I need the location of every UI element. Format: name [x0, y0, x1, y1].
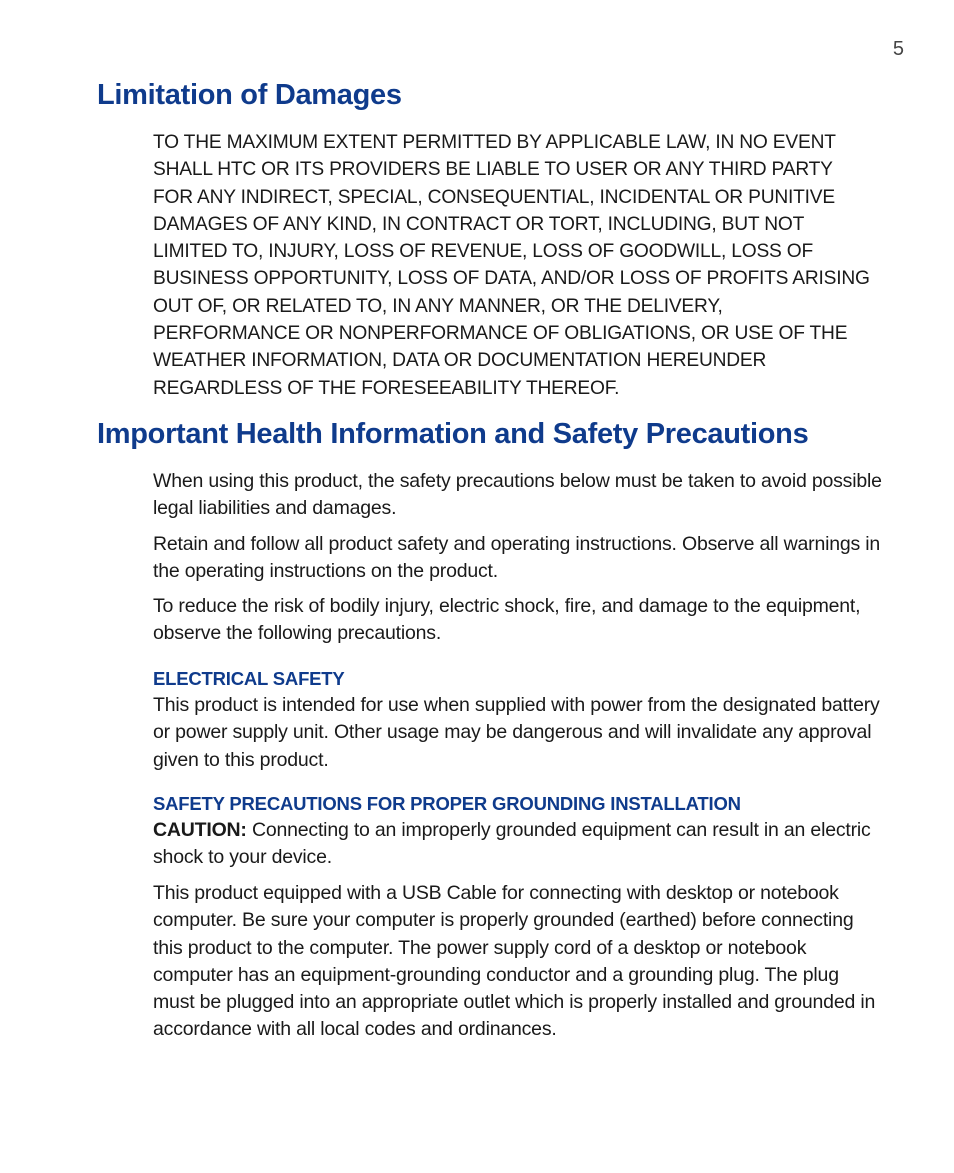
page-number: 5	[892, 38, 904, 60]
grounding-heading: SAFETY PRECAUTIONS FOR PROPER GROUNDING INSTALLATION	[153, 793, 741, 814]
usb-grounding-paragraph	[153, 880, 883, 1044]
electrical-safety-section	[153, 665, 883, 774]
caution-text: Connecting to an improperly grounded equipment can result in an electric shock to your device.	[153, 819, 871, 869]
paragraph-text: To reduce the risk of bodily injury, electric shock, fire, and damage to the equipment, observe the following precautions.	[153, 595, 861, 645]
caution-paragraph	[153, 817, 883, 872]
electrical-safety-text: This product is intended for use when supplied with power from the designated battery or power supply unit. Other usage may be dangerous and will invalidate any approval given to this product.	[153, 694, 880, 771]
health-intro-paragraph-1	[153, 468, 883, 523]
paragraph-text: Retain and follow all product safety and operating instructions. Observe all warnings in the operating instructions on the product.	[153, 533, 881, 583]
limitation-of-damages-heading: Limitation of Damages	[97, 79, 402, 111]
health-safety-heading: Important Health Information and Safety Precautions	[97, 418, 809, 450]
paragraph-text: This product equipped with a USB Cable for connecting with desktop or notebook computer. Be sure your computer is properly grounded (earthed) before connecting this product to the computer. The power supply cord of a desktop or notebook computer has an equipment-grounding conductor and a grounding plug. The plug must be plugged into an appropriate outlet which is properly installed and grounded in accordance with all local codes and ordinances.	[153, 882, 876, 1041]
health-intro-paragraph-3	[153, 593, 883, 648]
limitation-paragraph: TO THE MAXIMUM EXTENT PERMITTED BY APPLICABLE LAW, IN NO EVENT SHALL HTC OR ITS PROVIDERS BE LIABLE TO USER OR ANY THIRD PARTY FOR ANY INDIRECT, SPECIAL, CONSEQUENTIAL, INCIDENTAL OR PUNITIVE DAMAGES OF ANY KIND, IN CONTRACT OR TORT, INCLUDING, BUT NOT LIMITED TO, INJURY, LOSS OF REVENUE, LOSS OF GOODWILL, LOSS OF BUSINESS OPPORTUNITY, LOSS OF DATA, AND/OR LOSS OF PROFITS ARISING OUT OF, OR RELATED TO, IN ANY MANNER, OR THE DELIVERY, PERFORMANCE OR NONPERFORMANCE OF OBLIGATIONS, OR USE OF THE WEATHER INFORMATION, DATA OR DOCUMENTATION HEREUNDER REGARDLESS OF THE FORESEEABILITY THEREOF.	[153, 132, 870, 399]
caution-label: CAUTION:	[153, 819, 247, 841]
health-intro-paragraph-2	[153, 531, 883, 586]
limitation-of-damages-text	[153, 129, 873, 402]
paragraph-text: When using this product, the safety precautions below must be taken to avoid possible legal liabilities and damages.	[153, 470, 882, 520]
grounding-section	[153, 790, 883, 872]
electrical-safety-heading: ELECTRICAL SAFETY	[153, 668, 345, 689]
